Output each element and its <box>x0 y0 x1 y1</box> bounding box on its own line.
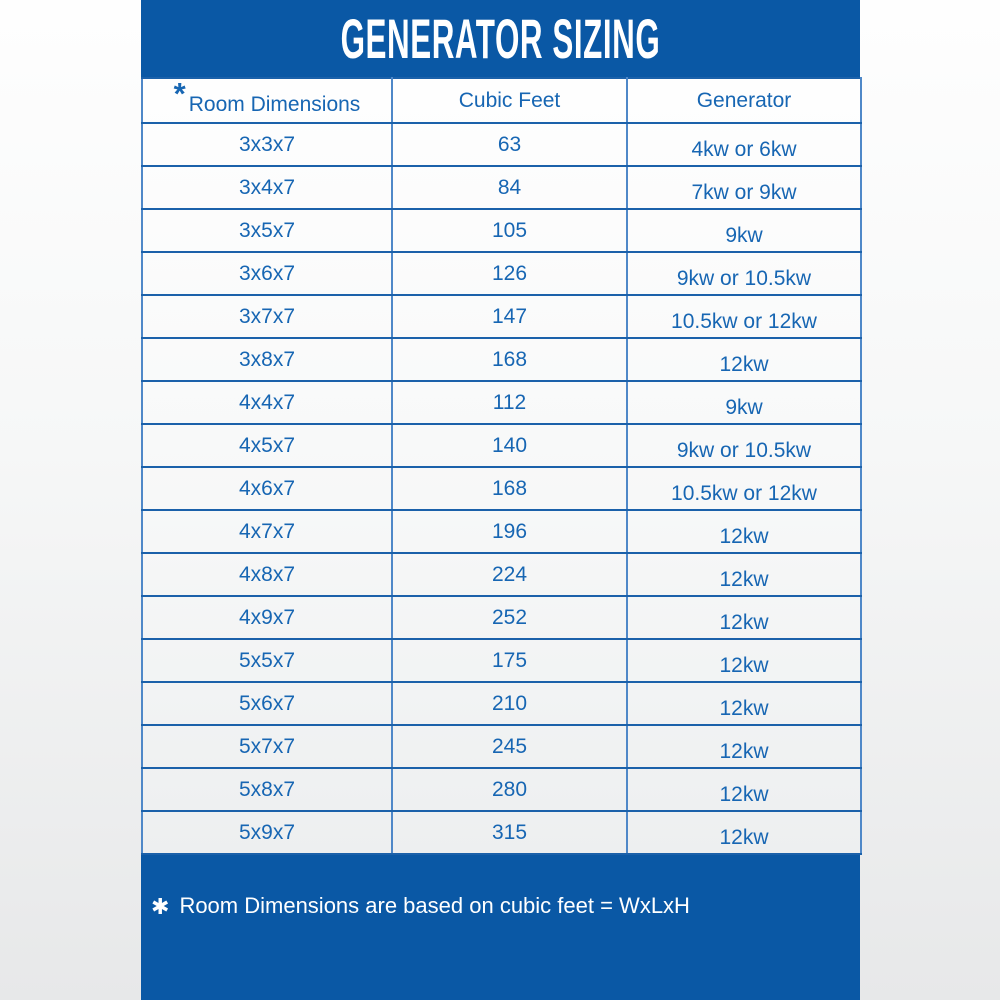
cubic-feet-cell: 112 <box>392 381 627 424</box>
generator-cell: 9kw or 10.5kw <box>627 252 861 295</box>
room-dimensions-cell: 4x9x7 <box>142 596 392 639</box>
room-dimensions-cell: 5x8x7 <box>142 768 392 811</box>
table-row <box>142 166 861 209</box>
page-title: GENERATOR SIZING <box>340 6 661 70</box>
table-row <box>142 639 861 682</box>
table-row <box>142 510 861 553</box>
table-row <box>142 123 861 166</box>
generator-cell: 9kw or 10.5kw <box>627 424 861 467</box>
cubic-feet-cell: 280 <box>392 768 627 811</box>
cubic-feet-cell: 315 <box>392 811 627 854</box>
cubic-feet-cell: 175 <box>392 639 627 682</box>
footnote-text: Room Dimensions are based on cubic feet = WxLxH <box>179 893 690 918</box>
table-row <box>142 682 861 725</box>
cubic-feet-cell: 84 <box>392 166 627 209</box>
room-dimensions-cell: 5x9x7 <box>142 811 392 854</box>
room-dimensions-cell: 4x8x7 <box>142 553 392 596</box>
column-header-room-dimensions <box>142 78 392 123</box>
table-row <box>142 811 861 854</box>
generator-cell: 4kw or 6kw <box>627 123 861 166</box>
room-dimensions-cell: 4x6x7 <box>142 467 392 510</box>
room-dimensions-cell: 3x5x7 <box>142 209 392 252</box>
table-row <box>142 596 861 639</box>
cubic-feet-cell: 252 <box>392 596 627 639</box>
table-row <box>142 768 861 811</box>
cubic-feet-cell: 245 <box>392 725 627 768</box>
table-row <box>142 295 861 338</box>
generator-cell: 10.5kw or 12kw <box>627 467 861 510</box>
cubic-feet-cell: 126 <box>392 252 627 295</box>
room-dimensions-cell: 5x7x7 <box>142 725 392 768</box>
room-dimensions-cell: 3x3x7 <box>142 123 392 166</box>
room-dimensions-cell: 3x4x7 <box>142 166 392 209</box>
column-header-cubic-feet: Cubic Feet <box>392 78 627 123</box>
generator-cell: 9kw <box>627 381 861 424</box>
generator-sizing-panel <box>141 0 860 1000</box>
title-band <box>141 0 860 77</box>
cubic-feet-cell: 147 <box>392 295 627 338</box>
table-header-row <box>142 78 861 123</box>
generator-cell: 12kw <box>627 725 861 768</box>
room-dimensions-cell: 4x7x7 <box>142 510 392 553</box>
table-row <box>142 725 861 768</box>
sizing-table <box>141 77 862 855</box>
cubic-feet-cell: 140 <box>392 424 627 467</box>
table-row <box>142 209 861 252</box>
room-dimensions-cell: 3x8x7 <box>142 338 392 381</box>
generator-cell: 10.5kw or 12kw <box>627 295 861 338</box>
table-row <box>142 381 861 424</box>
footnote <box>151 893 690 919</box>
table-row <box>142 338 861 381</box>
generator-cell: 9kw <box>627 209 861 252</box>
generator-cell: 12kw <box>627 338 861 381</box>
cubic-feet-cell: 196 <box>392 510 627 553</box>
generator-cell: 12kw <box>627 811 861 854</box>
footnote-band <box>141 855 860 1000</box>
table-row <box>142 467 861 510</box>
cubic-feet-cell: 168 <box>392 338 627 381</box>
cubic-feet-cell: 63 <box>392 123 627 166</box>
asterisk-icon: ✱ <box>151 894 170 919</box>
cubic-feet-cell: 168 <box>392 467 627 510</box>
room-dimensions-cell: 4x5x7 <box>142 424 392 467</box>
generator-cell: 12kw <box>627 553 861 596</box>
table-body <box>142 123 861 854</box>
cubic-feet-cell: 224 <box>392 553 627 596</box>
generator-cell: 12kw <box>627 596 861 639</box>
generator-cell: 12kw <box>627 768 861 811</box>
column-header-generator: Generator <box>627 78 861 123</box>
table-row <box>142 252 861 295</box>
room-dimensions-cell: 3x6x7 <box>142 252 392 295</box>
room-dimensions-cell: 5x5x7 <box>142 639 392 682</box>
generator-cell: 12kw <box>627 639 861 682</box>
cubic-feet-cell: 105 <box>392 209 627 252</box>
room-dimensions-cell: 4x4x7 <box>142 381 392 424</box>
generator-cell: 12kw <box>627 510 861 553</box>
column-header-room-dimensions-label: Room Dimensions <box>188 92 361 116</box>
cubic-feet-cell: 210 <box>392 682 627 725</box>
room-dimensions-cell: 5x6x7 <box>142 682 392 725</box>
table-row <box>142 553 861 596</box>
table-row <box>142 424 861 467</box>
generator-cell: 7kw or 9kw <box>627 166 861 209</box>
generator-cell: 12kw <box>627 682 861 725</box>
footnote-marker-asterisk: * <box>173 78 186 111</box>
room-dimensions-cell: 3x7x7 <box>142 295 392 338</box>
